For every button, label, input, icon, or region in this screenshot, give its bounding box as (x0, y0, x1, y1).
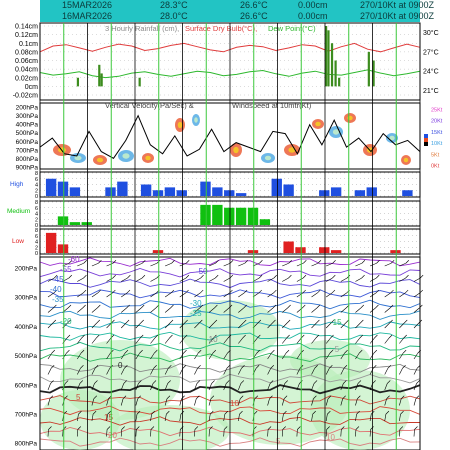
pressure-level-label: 600hPa (14, 382, 37, 390)
cloud-bar (153, 250, 163, 253)
cloud-bar (272, 179, 282, 196)
contour-value-label: 20 (108, 431, 117, 440)
cloud-tick-label: 6 (34, 233, 38, 240)
high-cloud-panel (10, 171, 420, 200)
rain-bar (331, 43, 333, 86)
pressure-tick-label: 800hPa (15, 155, 38, 163)
velocity-blob-core (145, 156, 150, 161)
velocity-blob-core (347, 116, 352, 121)
header-row2-max-temp: 28.0°C (160, 11, 188, 21)
cloud-tick-label: 0 (34, 223, 38, 230)
rain-axis-tick-label: 0.06cm (15, 58, 38, 65)
rain-bar (368, 52, 370, 87)
cloud-bar (236, 193, 246, 196)
cloud-bar (200, 182, 210, 196)
cloud-bar (390, 250, 400, 253)
cloud-tick-label: 2 (34, 245, 38, 252)
cloud-bar (319, 247, 329, 253)
pressure-tick-label: 200hPa (15, 104, 38, 112)
pressure-level-label: 800hPa (14, 440, 37, 448)
temp-axis-tick-label: 21°C (423, 88, 439, 96)
pressure-level-label: 200hPa (14, 265, 37, 273)
rain-temp-title-rain: 3 Hourly Rainfall (cm), (105, 24, 180, 33)
rain-bar (335, 61, 337, 87)
rain-axis-tick-label: 0.08cm (15, 49, 38, 57)
cloud-bar (165, 187, 175, 196)
cloud-tick-label: 2 (34, 188, 38, 195)
medium-cloud-panel (7, 200, 420, 229)
cloud-bar (212, 187, 222, 196)
velocity-blob-core (178, 122, 183, 128)
header-row1-rain: 0.00cm (298, 0, 328, 10)
cloud-bar (200, 205, 210, 225)
rain-temp-panel (13, 23, 439, 100)
colorbar-red-swatch (424, 138, 428, 142)
cloud-bar (117, 182, 127, 196)
velocity-blob-core (97, 158, 103, 163)
velocity-blob-core (404, 158, 409, 163)
rain-axis-tick-label: 0.02cm (15, 75, 38, 83)
contour-value-label: -55 (60, 265, 72, 274)
cloud-tick-label: 6 (34, 176, 38, 183)
cloud-tick-label: 4 (34, 211, 38, 218)
cloud-bar (70, 187, 80, 196)
temp-axis-tick-label: 30°C (423, 29, 439, 37)
rain-bar (139, 78, 141, 87)
cloud-bar (224, 190, 234, 196)
cloud-bar (402, 190, 412, 196)
contour-value-label: -15 (330, 318, 342, 327)
windspeed-title: Windspeed at 10mtr(Kt) (232, 101, 312, 110)
windspeed-tick-label: 15Kt (431, 129, 443, 136)
rain-temp-title-dew: Dew Point(°C) (268, 24, 316, 33)
cloud-tick-label: 0 (34, 251, 38, 258)
rain-bar (77, 78, 79, 87)
contour-value-label: -60 (68, 255, 80, 264)
cloud-bar (236, 208, 246, 225)
pressure-tick-label: 400hPa (15, 121, 38, 129)
contour-value-label: -20 (60, 317, 72, 326)
cloud-bar (283, 242, 293, 254)
temp-axis-tick-label: 27°C (423, 49, 439, 57)
contour-value-label: -45 (52, 275, 64, 284)
rain-axis-tick-label: 0.12cm (15, 32, 38, 40)
cloud-bar (355, 190, 365, 196)
vertical-velocity-panel (16, 101, 443, 172)
header-row1-max-temp: 28.3°C (160, 0, 188, 10)
contour-value-label: 10 (326, 433, 335, 442)
cloud-bar (331, 250, 341, 253)
rain-axis-tick-label: 0cm (24, 83, 38, 91)
velocity-blob-core (194, 117, 198, 122)
cloud-tick-label: 2 (34, 217, 38, 224)
contour-value-label: -35 (52, 295, 64, 304)
header-row2-rain: 0.00cm (298, 11, 328, 21)
contour-value-label: -30 (190, 299, 202, 308)
colorbar-black-swatch (424, 142, 428, 146)
velocity-blob-core (315, 122, 320, 127)
cloud-bar (82, 222, 92, 225)
cloud-bar (331, 187, 341, 196)
pressure-level-label: 400hPa (14, 323, 37, 331)
temp-axis-tick-label: 24°C (423, 68, 439, 76)
rain-bar (101, 73, 103, 86)
cloud-bar (141, 185, 151, 197)
cloud-bar (319, 190, 329, 196)
rain-axis-tick-label: 0.1cm (18, 40, 38, 48)
rain-bar (98, 65, 100, 87)
cloud-bar (58, 182, 68, 196)
cloud-bar (153, 190, 163, 196)
cross-section-panel (15, 255, 424, 450)
cloud-tick-label: 6 (34, 205, 38, 212)
pressure-tick-label: 300hPa (15, 113, 38, 121)
velocity-blob-core (122, 153, 129, 158)
cloud-bar (46, 233, 56, 253)
vertical-velocity-title: Vertical Velocity(Pa/Sec) & (105, 101, 194, 110)
pressure-tick-label: 500hPa (15, 130, 38, 138)
cloud-tick-label: 4 (34, 182, 38, 189)
contour-value-label: -25 (190, 309, 202, 318)
contour-value-label: -5 (332, 345, 340, 354)
cloud-tick-label: 8 (34, 228, 38, 235)
windspeed-tick-label: 25Kt (431, 107, 443, 114)
velocity-blob-core (233, 147, 238, 153)
pressure-level-label: 500hPa (14, 353, 37, 361)
low-cloud-panel (12, 228, 420, 257)
header-row2-min-temp: 26.6°C (240, 11, 268, 21)
rain-axis-tick-label: 0.14cm (15, 23, 38, 31)
cloud-bar (367, 187, 377, 196)
cloud-bar (58, 244, 68, 253)
pressure-tick-label: 900hPa (15, 164, 38, 172)
pressure-tick-label: 700hPa (15, 147, 38, 155)
cloud-bar (177, 190, 187, 196)
header-row1-min-temp: 26.6°C (240, 0, 268, 10)
cloud-tick-label: 4 (34, 239, 38, 246)
rain-axis-tick-label: -0.02cm (12, 92, 38, 100)
cloud-bar (248, 250, 258, 253)
cloud-bar (224, 208, 234, 225)
velocity-blob-core (74, 156, 81, 161)
cloud-bar (105, 187, 115, 196)
pressure-tick-label: 600hPa (15, 138, 38, 146)
header-row2-date: 16MAR2026 (62, 11, 113, 21)
low-cloud-label: Low (12, 238, 24, 245)
rain-axis-tick-label: 0.04cm (15, 66, 38, 74)
wind-barb-flag (420, 275, 423, 278)
header-row2-wind: 270/10Kt at 0900Z (360, 11, 435, 21)
cloud-tick-label: 0 (34, 194, 38, 201)
contour-value-label: 0 (118, 361, 123, 370)
medium-cloud-label: Medium (7, 208, 31, 215)
pressure-level-label: 300hPa (14, 294, 37, 302)
contour-value-label: -10 (206, 335, 218, 344)
cloud-bar (295, 247, 305, 253)
rain-bar (327, 30, 329, 86)
cloud-bar (248, 208, 258, 225)
contour-value-label: 5 (76, 393, 81, 402)
contour-value-label: 5 (276, 437, 281, 446)
contour-value-label: 10 (230, 399, 239, 408)
rain-temp-title-temp: Surface Dry Bulb(°C), (185, 24, 258, 33)
windspeed-tick-label: 0Kt (431, 163, 440, 170)
contour-value-label: -40 (50, 285, 62, 294)
cloud-tick-label: 8 (34, 200, 38, 207)
cloud-bar (212, 205, 222, 225)
cloud-bar (58, 216, 68, 225)
cloud-bar (46, 179, 56, 196)
contour-value-label: 15 (104, 413, 113, 422)
cloud-bar (70, 222, 80, 225)
velocity-blob-core (265, 156, 271, 161)
pressure-level-label: 700hPa (14, 411, 37, 419)
windspeed-tick-label: 20Kt (431, 118, 443, 125)
cloud-tick-label: 8 (34, 171, 38, 178)
cloud-bar (260, 219, 270, 225)
header-row1-date: 15MAR2026 (62, 0, 113, 10)
header-row1-wind: 270/10Kt at 0900Z (360, 0, 435, 10)
windspeed-tick-label: 5Kt (431, 152, 440, 159)
contour-value-label: -50 (196, 267, 208, 276)
high-cloud-label: High (10, 181, 24, 188)
colorbar-blue-swatch (424, 134, 428, 138)
cloud-bar (283, 185, 293, 197)
windspeed-tick-label: 10Kt (431, 141, 443, 148)
rain-bar (338, 78, 340, 87)
